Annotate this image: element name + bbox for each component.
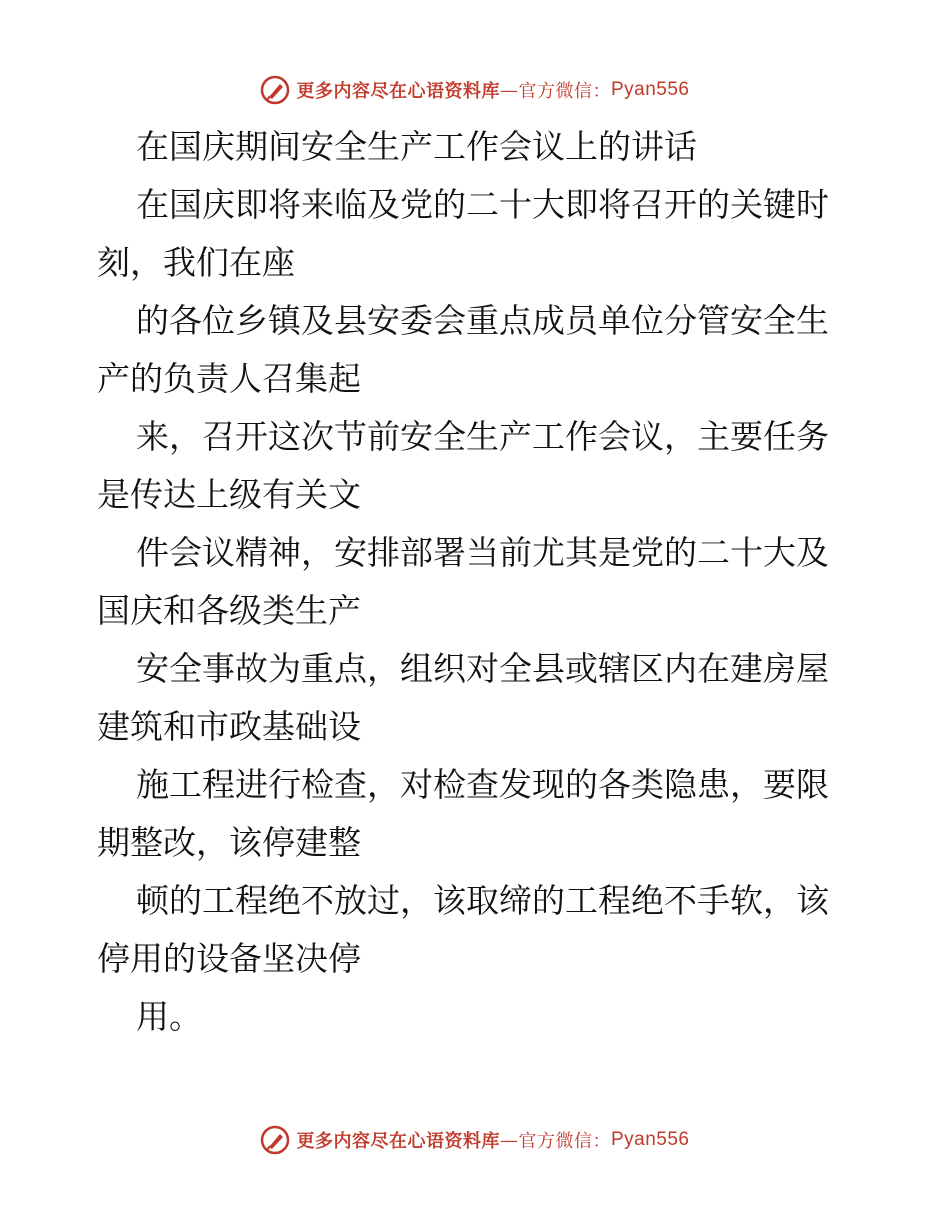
text-line: 用。 [136, 997, 202, 1036]
banner-wechat-id: Pyan556 [610, 79, 690, 100]
banner-label: 官方微信： [518, 1131, 611, 1152]
text-line: 是传达上级有关文 [97, 475, 361, 514]
text-line: 期整改，该停建整 [97, 823, 361, 862]
text-line: 产的负责人召集起 [97, 359, 361, 398]
text-line: 刻，我们在座 [97, 243, 295, 282]
text-line: 的各位乡镇及县安委会重点成员单位分管安全生 [136, 301, 829, 340]
footer-banner [0, 1120, 950, 1160]
banner-lead-text: 更多内容尽在心语资料库 [296, 1131, 500, 1152]
header-banner [0, 70, 950, 110]
banner-lead-text: 更多内容尽在心语资料库 [296, 81, 500, 102]
quill-pen-logo-icon [260, 75, 290, 105]
banner-label: 官方微信： [518, 81, 611, 102]
banner-wechat-id: Pyan556 [610, 1129, 690, 1150]
banner-dash: — [499, 79, 519, 101]
text-line: 在国庆即将来临及党的二十大即将召开的关键时 [136, 185, 829, 224]
quill-pen-logo-icon [260, 1125, 290, 1155]
text-line: 安全事故为重点，组织对全县或辖区内在建房屋 [136, 649, 829, 688]
text-line: 施工程进行检查，对检查发现的各类隐患，要限 [136, 765, 829, 804]
text-line: 顿的工程绝不放过，该取缔的工程绝不手软，该 [136, 881, 829, 920]
text-line: 件会议精神，安排部署当前尤其是党的二十大及 [136, 533, 829, 572]
text-line: 来，召开这次节前安全生产工作会议，主要任务 [136, 417, 829, 456]
text-line: 建筑和市政基础设 [97, 707, 361, 746]
banner-dash: — [499, 1129, 519, 1151]
text-line: 国庆和各级类生产 [97, 591, 361, 630]
document-title: 在国庆期间安全生产工作会议上的讲话 [136, 127, 697, 166]
text-line: 停用的设备坚决停 [97, 939, 361, 978]
document-body [0, 118, 950, 1046]
